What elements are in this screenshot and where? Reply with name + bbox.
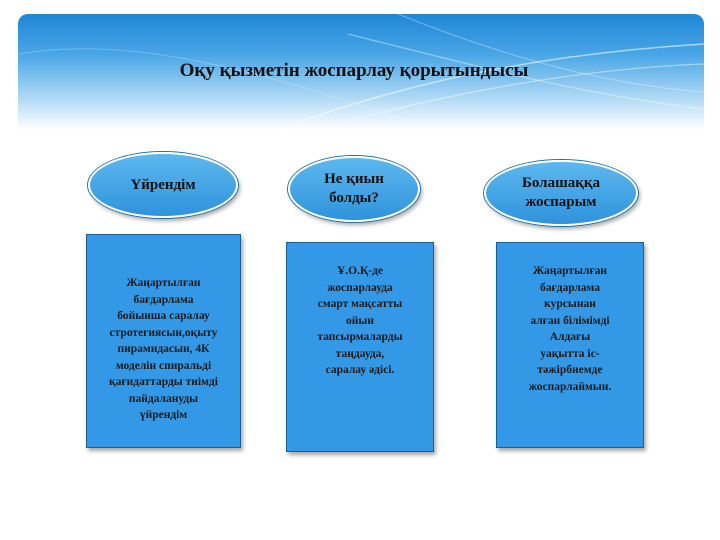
heading-label: Үйрендім [130, 176, 196, 193]
heading-label: Болашаққа жоспарым [521, 175, 601, 210]
box-text: Жаңартылған бағдарлама бойынша саралау стротегиясын,оқыту пирамидасын, 4К моделін спиральді қағидаттарды тиімді пайдалануды үйрендім [109, 277, 218, 421]
page-title: Оқу қызметін жоспарлау қорытындысы [179, 60, 529, 81]
box-text: Ұ.О.Қ-де жоспарлауда смарт мақсатты ойын тапсырмаларды таңдауда, саралау әдісі. [317, 265, 403, 376]
content-box-difficult [286, 242, 434, 452]
content-box-future-plan [496, 242, 644, 448]
heading-oval-learned [88, 152, 238, 218]
heading-oval-future-plan [484, 160, 638, 226]
content-box-learned [86, 234, 241, 448]
box-text: Жаңартылған бағдарлама курсынан алған білімімді Алдағы уақытта іс- тәжірбиемде жоспарлаймын. [528, 265, 612, 393]
heading-oval-difficult [288, 156, 420, 222]
heading-label: Не қиын болды? [324, 171, 384, 206]
